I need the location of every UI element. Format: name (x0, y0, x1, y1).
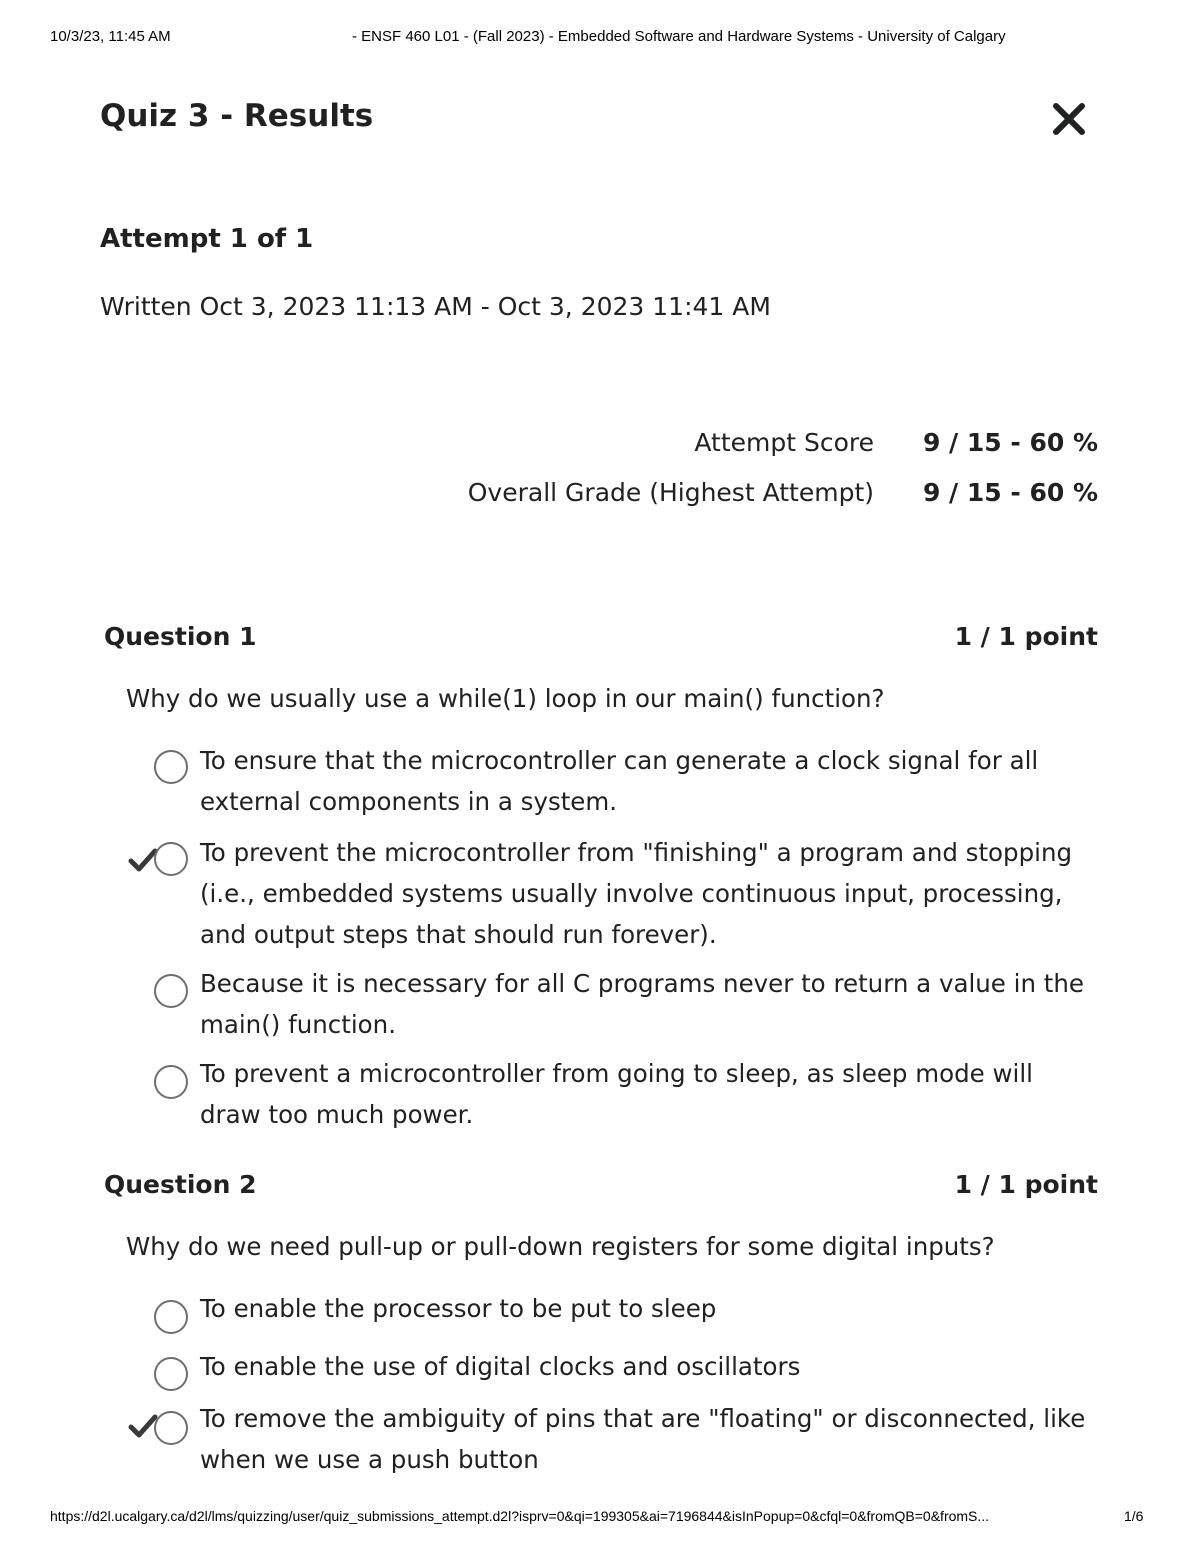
radio-button-icon[interactable] (154, 750, 188, 784)
radio-button-icon[interactable] (154, 1411, 188, 1445)
quiz-title: Quiz 3 - Results (100, 98, 374, 134)
close-button[interactable] (1048, 98, 1090, 140)
question-title: Question 1 (104, 622, 257, 651)
print-datetime: 10/3/23, 11:45 AM (50, 28, 171, 45)
attempt-score-value: 9 / 15 - 60 % (922, 428, 1098, 457)
overall-grade-row (400, 478, 1098, 528)
close-icon (1048, 98, 1090, 140)
question-text: Why do we need pull-up or pull-down registers for some digital inputs? (126, 1232, 995, 1261)
question-points: 1 / 1 point (954, 622, 1098, 651)
radio-button-icon[interactable] (154, 1357, 188, 1391)
radio-button-icon[interactable] (154, 974, 188, 1008)
print-footer (0, 1508, 1200, 1528)
print-page-number: 1/6 (1124, 1508, 1144, 1524)
print-page-title: - ENSF 460 L01 - (Fall 2023) - Embedded Software and Hardware Systems - University of Calgary (352, 28, 1006, 45)
answer-option-text: To prevent the microcontroller from "finishing" a program and stopping (i.e., embedded systems usually involve continuous input, processing, and output steps that should run forever). (200, 838, 1073, 949)
answer-option-text: To enable the processor to be put to sleep (200, 1294, 717, 1323)
attempt-heading: Attempt 1 of 1 (100, 224, 314, 254)
attempt-written-time: Written Oct 3, 2023 11:13 AM - Oct 3, 2023 11:41 AM (100, 292, 771, 321)
answer-option-text: To ensure that the microcontroller can generate a clock signal for all external components in a system. (200, 746, 1039, 816)
print-header (0, 28, 1200, 48)
print-url: https://d2l.ucalgary.ca/d2l/lms/quizzing/user/quiz_submissions_attempt.d2l?isprv=0&qi=199305&ai=7196844&isInPopup=0&cfql=0&fromQB=0&fromS... (50, 1508, 990, 1524)
attempt-score-label: Attempt Score (694, 428, 874, 457)
question-points: 1 / 1 point (954, 1170, 1098, 1199)
radio-button-icon[interactable] (154, 842, 188, 876)
answer-option-text: To remove the ambiguity of pins that are "floating" or disconnected, like when we use a push button (200, 1404, 1086, 1474)
overall-grade-label: Overall Grade (Highest Attempt) (467, 478, 874, 507)
attempt-score-row (400, 428, 1098, 478)
overall-grade-value: 9 / 15 - 60 % (922, 478, 1098, 507)
answer-option-text: Because it is necessary for all C programs never to return a value in the main() function. (200, 969, 1084, 1039)
radio-button-icon[interactable] (154, 1065, 188, 1099)
question-header (104, 622, 1098, 662)
answer-option-text: To enable the use of digital clocks and oscillators (200, 1352, 801, 1381)
question-title: Question 2 (104, 1170, 257, 1199)
question-1 (104, 622, 1098, 1129)
question-header (104, 1170, 1098, 1210)
answer-option-text: To prevent a microcontroller from going to sleep, as sleep mode will draw too much power. (200, 1059, 1033, 1129)
question-2 (104, 1170, 1098, 1474)
radio-button-icon[interactable] (154, 1300, 188, 1334)
score-summary (400, 428, 1098, 528)
question-text: Why do we usually use a while(1) loop in our main() function? (126, 684, 885, 713)
